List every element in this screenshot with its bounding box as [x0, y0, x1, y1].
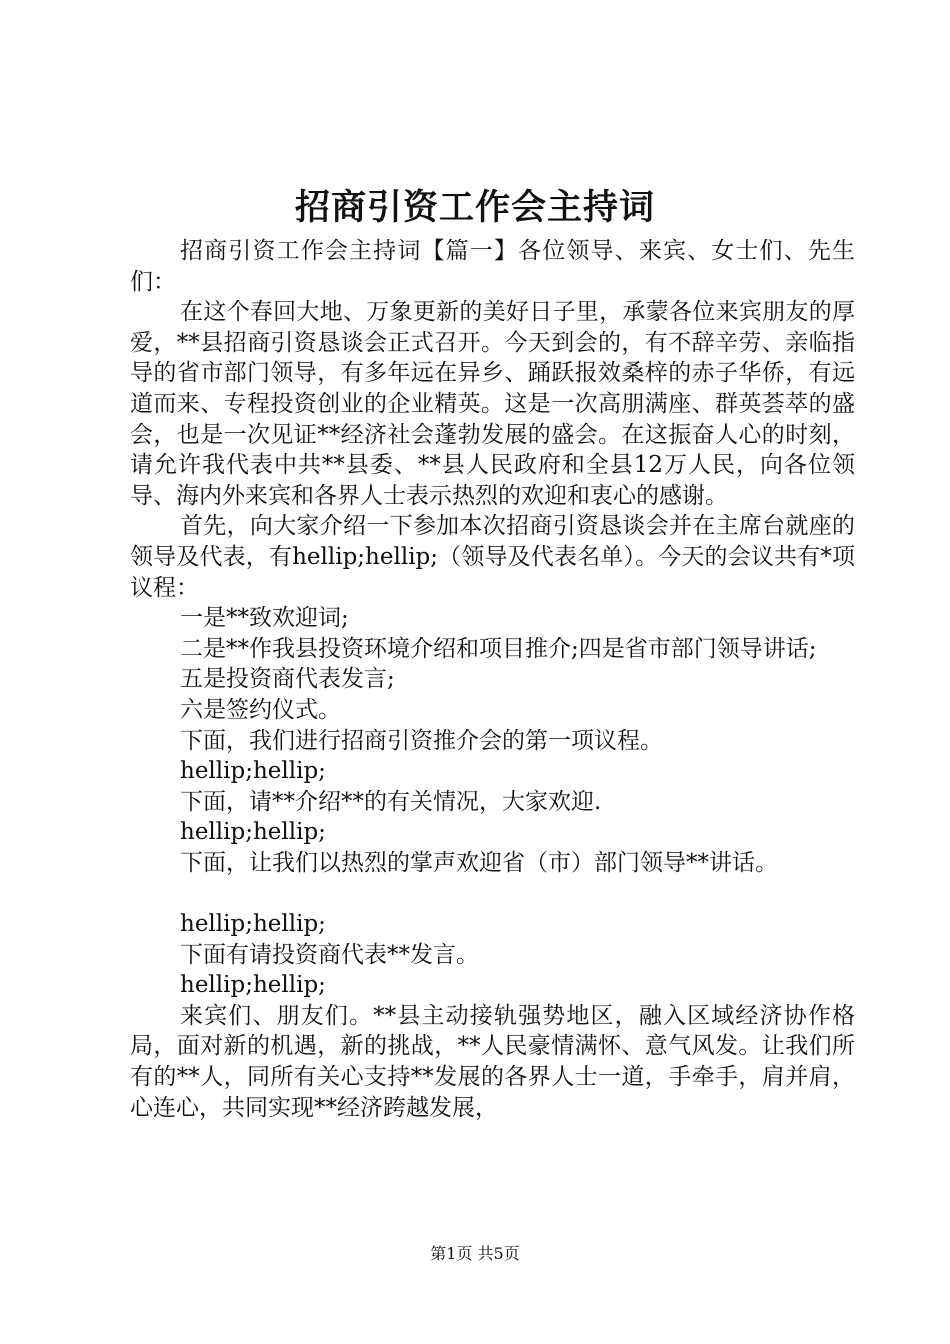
- ellipsis-line: hellip;hellip;: [180, 972, 326, 999]
- page-footer: 第1页 共5页: [430, 1244, 520, 1263]
- paragraph-welcome: 在这个春回大地、万象更新的美好日子里，承蒙各位来宾朋友的厚爱，**县招商引资恳谈会正式召开。今天到会的，有不辞辛劳、亲临指导的省市部门领导，有多年远在异乡、踊跃报效桑梓的赤子华侨，有远道而来、专程投资创业的企业精英。这是一次高朋满座、群英荟萃的盛会，也是一次见证**经济社会蓬勃发展的盛会。在这振奋人心的时刻，请允许我代表中共**县委、**县人民政府和全县12万人民，向各位领导、海内外来宾和各界人士表示热烈的欢迎和衷心的感谢。: [130, 299, 855, 509]
- blank-line: [130, 878, 855, 909]
- paragraph-investor-speech: 下面有请投资商代表**发言。: [180, 941, 479, 968]
- agenda-item-5: 五是投资商代表发言;: [180, 666, 395, 693]
- paragraph-first-agenda: 下面，我们进行招商引资推介会的第一项议程。: [180, 727, 663, 754]
- document-body: [130, 236, 855, 1123]
- paragraph-intro: 招商引资工作会主持词【篇一】各位领导、来宾、女士们、先生们：: [130, 238, 855, 295]
- paragraph-introduction-of-guests: 首先，向大家介绍一下参加本次招商引资恳谈会并在主席台就座的领导及代表，有hellip;hellip;（领导及代表名单）。今天的会议共有*项议程：: [130, 513, 855, 601]
- agenda-item-6: 六是签约仪式。: [180, 696, 341, 723]
- agenda-item-2: 二是**作我县投资环境介绍和项目推介;四是省市部门领导讲话;: [180, 635, 817, 662]
- paragraph-leader-speech: 下面，让我们以热烈的掌声欢迎省（市）部门领导**讲话。: [180, 849, 778, 876]
- document-title: 招商引资工作会主持词: [294, 187, 655, 228]
- paragraph-closing: 来宾们、朋友们。**县主动接轨强势地区，融入区域经济协作格局，面对新的机遇，新的挑战，**人民豪情满怀、意气风发。让我们所有的**人，同所有关心支持**发展的各界人士一道，手牵手，肩并肩，心连心，共同实现**经济跨越发展，: [130, 1002, 855, 1121]
- ellipsis-line: hellip;hellip;: [180, 911, 326, 938]
- paragraph-introduction-request: 下面，请**介绍**的有关情况，大家欢迎.: [180, 788, 602, 815]
- ellipsis-line: hellip;hellip;: [180, 758, 326, 785]
- ellipsis-line: hellip;hellip;: [180, 819, 326, 846]
- agenda-item-1: 一是**致欢迎词;: [180, 605, 349, 632]
